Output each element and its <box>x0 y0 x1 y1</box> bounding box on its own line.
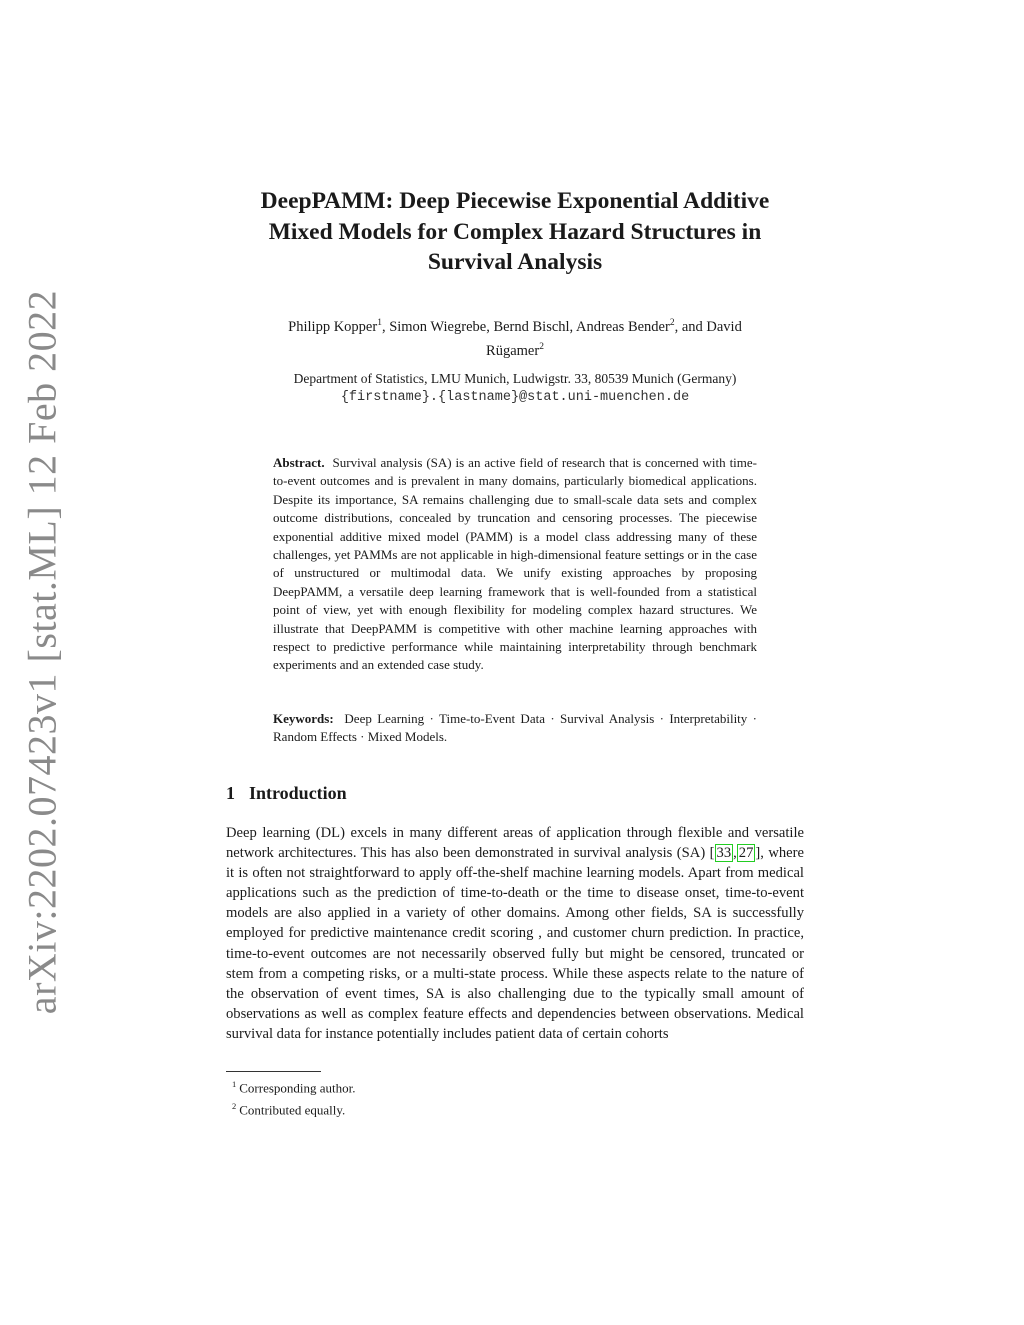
email-address: {firstname}.{lastname}@stat.uni-muenchen.de <box>340 390 690 405</box>
author-name: , Simon Wiegrebe, Bernd Bischl, Andreas Bender <box>381 318 670 335</box>
citation-link[interactable]: 33 <box>716 845 732 862</box>
section-heading <box>226 781 347 805</box>
footnote <box>232 1097 356 1119</box>
author-list <box>215 313 815 361</box>
title-line: Survival Analysis <box>427 249 603 275</box>
affiliation-marker: 2 <box>669 318 675 328</box>
keywords-label: Keywords: <box>273 711 334 726</box>
abstract-text: Survival analysis (SA) is an active field of research that is concerned with time-to-event outcomes and is prevalent in many domains, particularly biomedical applications. Despite its importance, SA remains challenging due to small-scale data sets and complex outcome distributions, concealed by truncation and censoring processes. The piecewise exponential additive mixed model (PAMM) is a model class addressing many of these challenges, yet PAMMs are not applicable in high-dimensional feature settings or in the case of unstructured or multimodal data. We unify existing approaches by proposing DeepPAMM, a versatile deep learning framework that is well-founded from a statistical point of view, yet with enough flexibility for modeling complex hazard structures. We illustrate that DeepPAMM is competitive with other machine learning approaches with respect to predictive performance while maintaining interpretability through benchmark experiments and an extended case study. <box>273 455 758 673</box>
footnote-text: Corresponding author. <box>239 1080 356 1096</box>
author-name: Rügamer <box>486 342 540 359</box>
author-name: , and David <box>674 318 742 335</box>
keywords-text: Deep Learning · Time-to-Event Data · Survival Analysis · Interpretability · Random Effects · Mixed Models. <box>273 711 757 745</box>
abstract-label: Abstract. <box>273 455 325 470</box>
author-name: Philipp Kopper <box>288 318 378 335</box>
affiliation-marker: 2 <box>539 341 544 352</box>
affiliation-marker: 1 <box>377 318 382 328</box>
section-number: 1 <box>226 783 235 803</box>
keywords <box>273 710 757 747</box>
affiliation <box>215 369 815 407</box>
footnote-divider <box>226 1071 321 1072</box>
section-title: Introduction <box>249 783 347 803</box>
citation-separator: , <box>733 845 737 862</box>
citation-bracket: [ <box>709 845 715 862</box>
footnote-marker: 2 <box>232 1101 237 1112</box>
intro-paragraph <box>226 823 804 1044</box>
footnote-marker: 1 <box>232 1079 237 1089</box>
department: Department of Statistics, LMU Munich, Ludwigstr. 33, 80539 Munich (Germany) <box>293 371 737 386</box>
arxiv-stamp: arXiv:2202.07423v1 [stat.ML] 12 Feb 2022 <box>19 289 65 1015</box>
footnotes <box>232 1075 356 1120</box>
abstract <box>273 454 757 675</box>
footnote-text: Contributed equally. <box>239 1102 346 1118</box>
footnote <box>232 1075 356 1097</box>
paper-title <box>215 186 815 278</box>
intro-text: , where it is often not straightforward to apply off-the-shelf machine learning models. Apart from medical applications such as the prediction of time-to-death or the time to disease onset, time-to-event models are also applied in a variety of other domains. Among other fields, SA is successfully employed for predictive maintenance credit scoring , and customer churn prediction. In practice, time-to-event outcomes are not necessarily observed fully but might be censored, truncated or stem from a competing risks, or a multi-state process. While these aspects relate to the nature of the observation of event times, SA is also challenging due to the typically small amount of observations as well as complex feature effects and dependencies between observations. Medical survival data for instance potentially includes patient data of certain cohorts <box>226 845 804 1042</box>
citation-link[interactable]: 27 <box>738 845 754 862</box>
title-line: Mixed Models for Complex Hazard Structures in <box>268 218 762 245</box>
title-line: DeepPAMM: Deep Piecewise Exponential Additive <box>260 188 770 214</box>
intro-text: Deep learning (DL) excels in many different areas of application through flexible and versatile network architectures. This has also been demonstrated in survival analysis (SA) <box>226 825 804 862</box>
citation-bracket: ] <box>755 845 761 862</box>
